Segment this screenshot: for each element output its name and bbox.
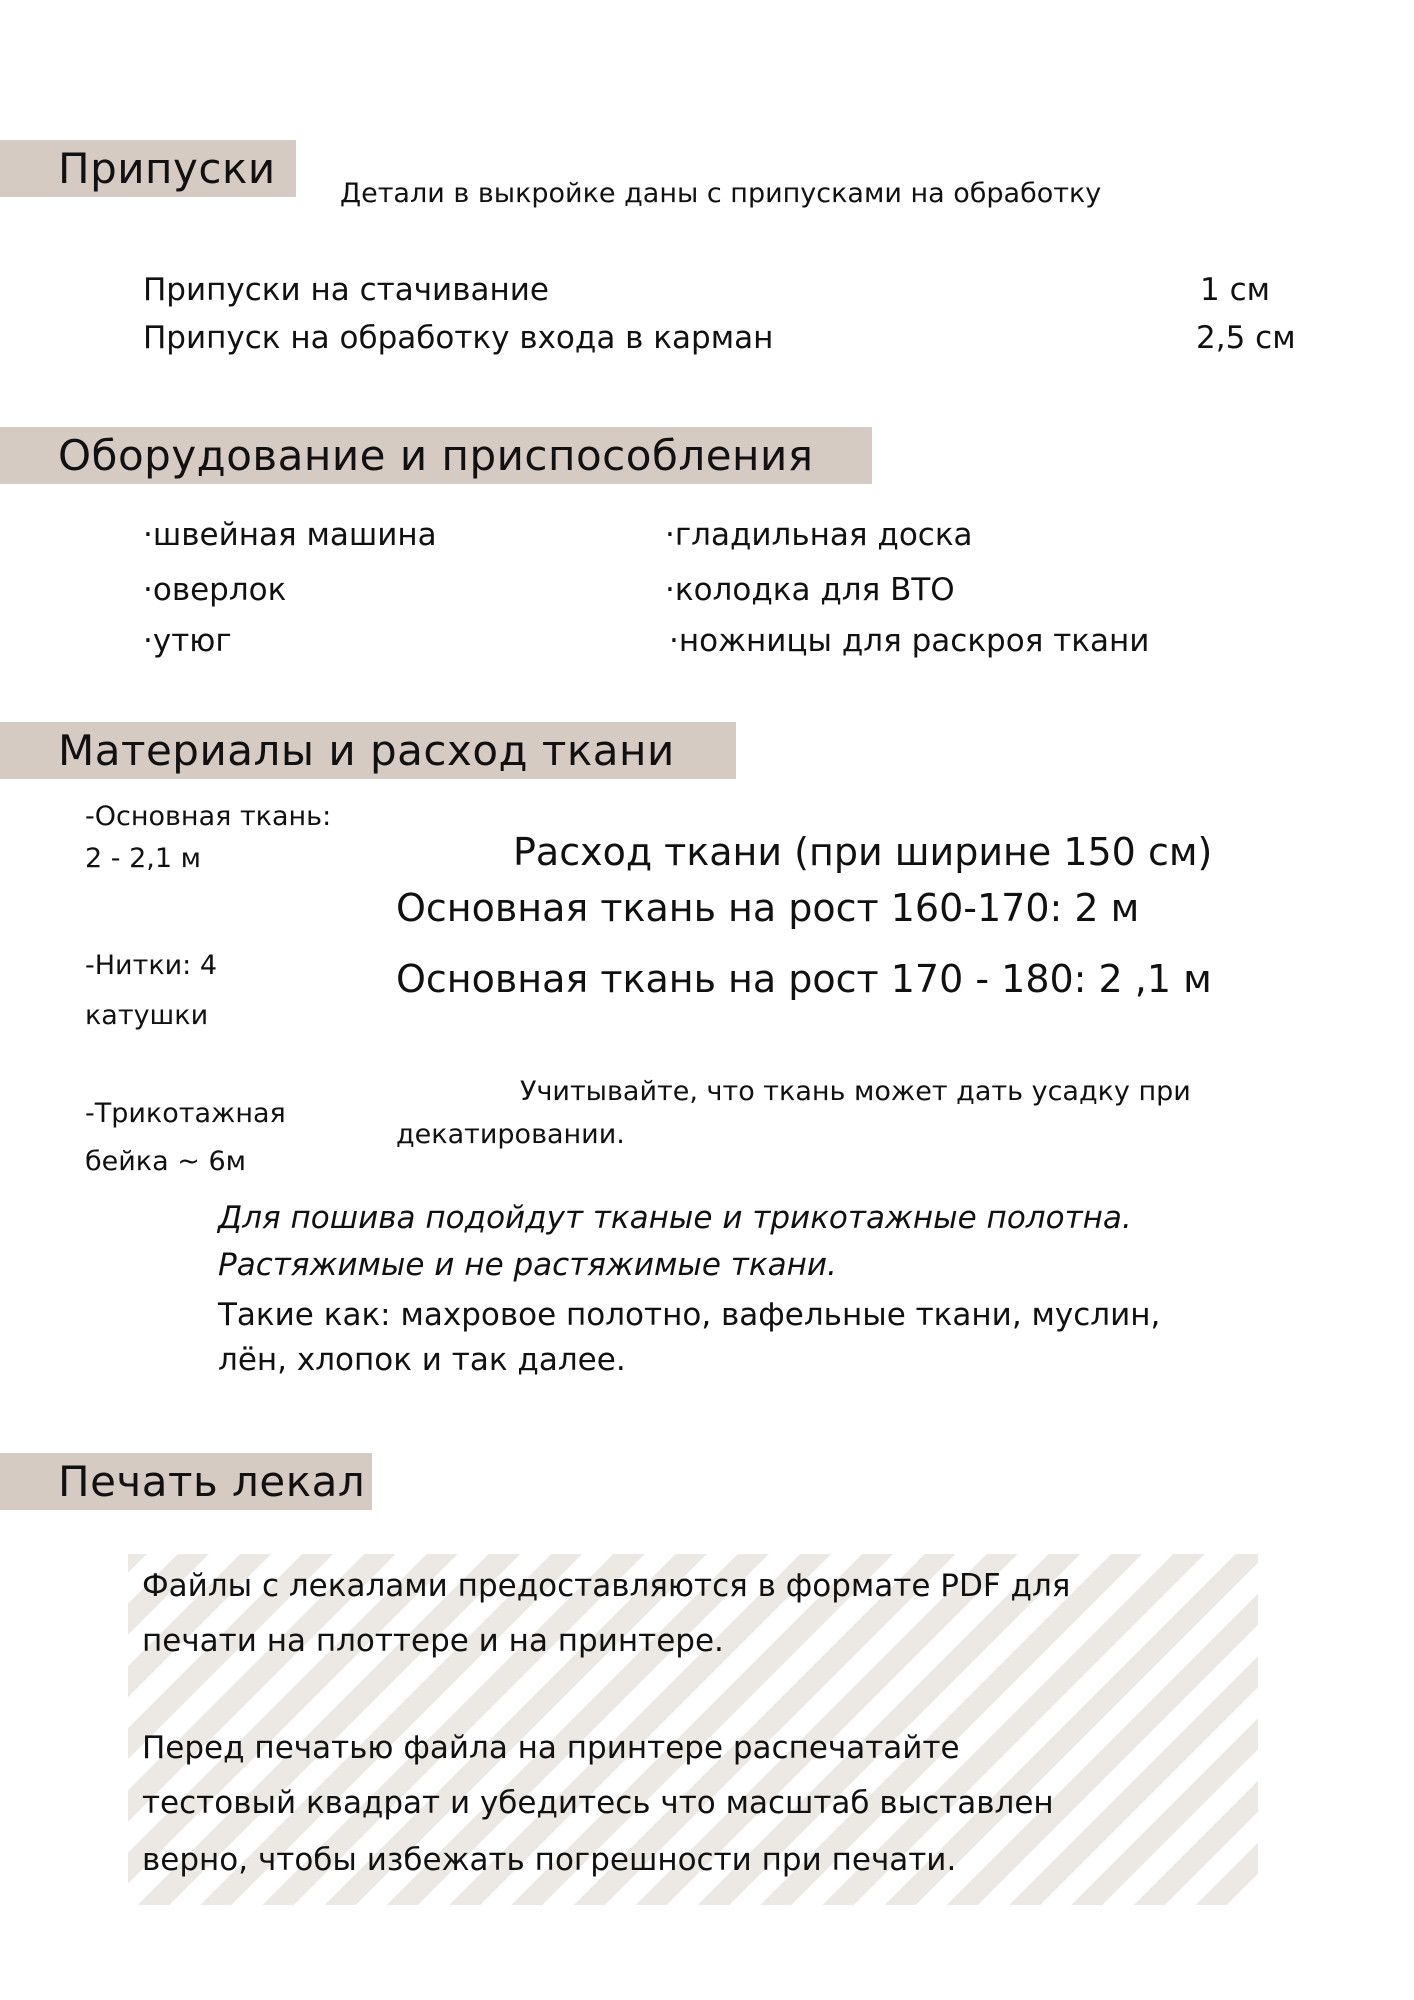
equipment-item: ·утюг	[143, 623, 232, 659]
printing-text: тестовый квадрат и убедитесь что масштаб выставлен	[142, 1785, 1054, 1821]
section-header-equipment	[0, 427, 872, 484]
allowance-label: Припуски на стачивание	[143, 272, 549, 308]
consumption-row: Основная ткань на рост 160-170: 2 м	[396, 886, 1140, 930]
section-title: Припуски	[58, 144, 276, 193]
section-header-materials	[0, 722, 736, 779]
allowance-value: 1 см	[1200, 272, 1271, 308]
shrinkage-note: Учитывайте, что ткань может дать усадку при	[520, 1076, 1191, 1107]
printing-text: Файлы с лекалами предоставляются в формате PDF для	[142, 1568, 1071, 1604]
printing-text: верно, чтобы избежать погрешности при печати.	[142, 1842, 957, 1878]
section-header-allowances	[0, 140, 296, 197]
consumption-row: Основная ткань на рост 170 - 180: 2 ,1 м	[396, 957, 1212, 1001]
equipment-item: ·оверлок	[143, 572, 287, 608]
equipment-item: ·ножницы для раскроя ткани	[669, 623, 1150, 659]
equipment-item: ·колодка для ВТО	[665, 572, 955, 608]
section-title: Оборудование и приспособления	[58, 431, 814, 480]
fabrics-note: Такие как: махровое полотно, вафельные ткани, муслин,	[218, 1297, 1161, 1333]
fabrics-note: Растяжимые и не растяжимые ткани.	[218, 1247, 837, 1283]
fabrics-note: лён, хлопок и так далее.	[218, 1342, 626, 1378]
printing-text: печати на плоттере и на принтере.	[142, 1623, 724, 1659]
section-title: Печать лекал	[58, 1457, 366, 1506]
allowance-value: 2,5 см	[1196, 320, 1296, 356]
allowances-subtitle: Детали в выкройке даны с припусками на обработку	[340, 178, 1102, 209]
shrinkage-note: декатировании.	[396, 1119, 625, 1150]
equipment-item: ·гладильная доска	[665, 517, 973, 553]
printing-text: Перед печатью файла на принтере распечатайте	[142, 1730, 960, 1766]
allowance-label: Припуск на обработку входа в карман	[143, 320, 774, 356]
printing-info-box	[128, 1554, 1258, 1905]
fabrics-note: Для пошива подойдут тканые и трикотажные полотна.	[218, 1200, 1132, 1236]
section-title: Материалы и расход ткани	[58, 726, 675, 775]
section-header-printing	[0, 1453, 372, 1510]
consumption-title: Расход ткани (при ширине 150 см)	[513, 830, 1213, 874]
material-item: 2 - 2,1 м	[85, 843, 201, 874]
equipment-item: ·швейная машина	[143, 517, 437, 553]
material-item: -Нитки: 4	[85, 950, 218, 981]
material-item: -Основная ткань:	[85, 801, 332, 832]
material-item: катушки	[85, 1000, 209, 1031]
material-item: -Трикотажная	[85, 1098, 286, 1129]
material-item: бейка ~ 6м	[85, 1146, 246, 1177]
